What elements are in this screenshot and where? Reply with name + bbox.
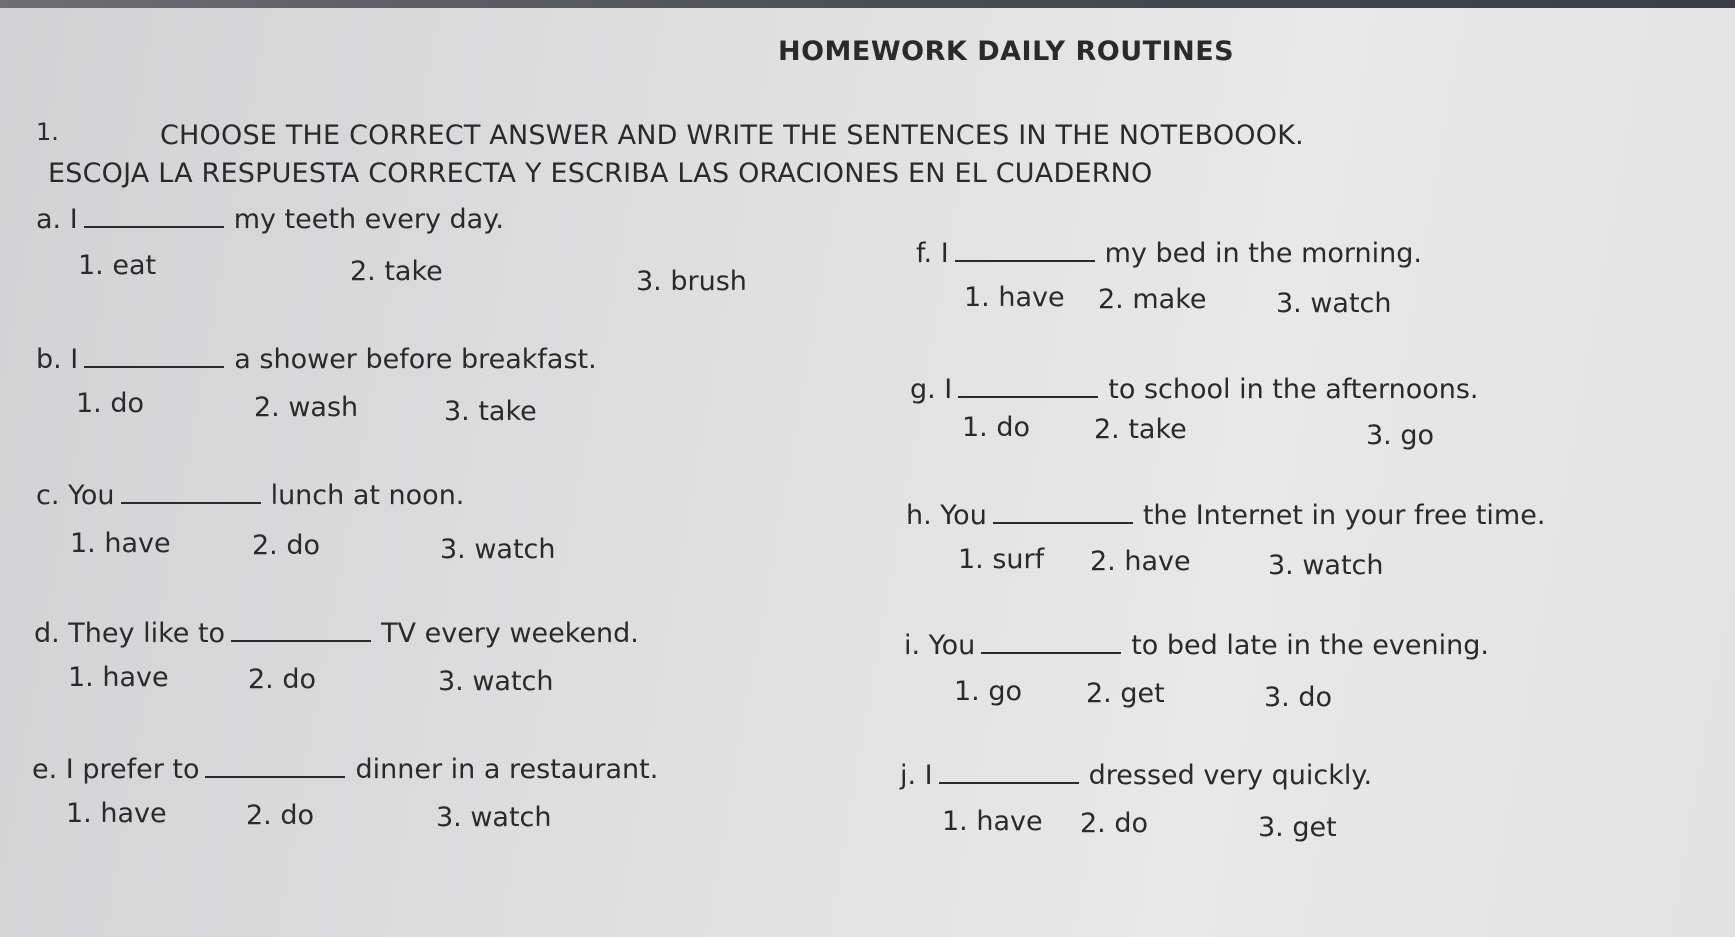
question-e-end: dinner in a restaurant. — [355, 754, 659, 785]
question-g-option-3: 3. go — [1366, 420, 1435, 451]
question-i — [904, 630, 1489, 661]
question-g-start: g. I — [910, 374, 953, 405]
question-e-option-3: 3. watch — [436, 802, 552, 833]
question-f-option-3: 3. watch — [1276, 288, 1392, 319]
question-i-option-2: 2. get — [1086, 678, 1165, 709]
question-i-start: i. You — [904, 630, 976, 661]
question-j-blank — [939, 762, 1079, 784]
question-c-option-1: 1. have — [70, 528, 171, 559]
question-b — [36, 344, 597, 375]
question-i-option-3: 3. do — [1264, 682, 1333, 713]
question-j-end: dressed very quickly. — [1088, 760, 1373, 791]
question-j-option-2: 2. do — [1080, 808, 1149, 839]
question-f-end: my bed in the morning. — [1104, 238, 1422, 269]
question-f — [916, 238, 1422, 269]
question-j-start: j. I — [900, 760, 933, 791]
question-c-start: c. You — [36, 480, 115, 511]
question-e-option-2: 2. do — [246, 800, 315, 831]
question-a-blank — [84, 206, 224, 228]
question-b-option-2: 2. wash — [254, 392, 359, 423]
question-g-option-2: 2. take — [1094, 414, 1187, 445]
question-d-blank — [231, 620, 371, 642]
question-c-end: lunch at noon. — [270, 480, 465, 511]
instruction-english: CHOOSE THE CORRECT ANSWER AND WRITE THE SENTENCES IN THE NOTEBOOOK. — [160, 120, 1304, 151]
question-i-option-1: 1. go — [954, 676, 1023, 707]
question-a — [36, 204, 504, 235]
question-h — [906, 500, 1545, 531]
question-e — [32, 754, 658, 785]
question-f-option-1: 1. have — [964, 282, 1065, 313]
question-i-end: to bed late in the evening. — [1131, 630, 1489, 661]
question-f-start: f. I — [916, 238, 949, 269]
question-h-start: h. You — [906, 500, 987, 531]
question-c — [36, 480, 464, 511]
question-j — [900, 760, 1372, 791]
question-b-option-3: 3. take — [444, 396, 537, 427]
worksheet-title: HOMEWORK DAILY ROUTINES — [778, 36, 1235, 67]
question-i-blank — [981, 632, 1121, 654]
question-d — [34, 618, 639, 649]
question-h-option-3: 3. watch — [1268, 550, 1384, 581]
question-j-option-1: 1. have — [942, 806, 1043, 837]
question-h-end: the Internet in your free time. — [1142, 500, 1546, 531]
question-b-end: a shower before breakfast. — [234, 344, 597, 375]
question-h-option-1: 1. surf — [958, 544, 1045, 575]
question-d-option-2: 2. do — [248, 664, 317, 695]
instruction-spanish: ESCOJA LA RESPUESTA CORRECTA Y ESCRIBA LAS ORACIONES EN EL CUADERNO — [48, 158, 1153, 189]
question-c-option-2: 2. do — [252, 530, 321, 561]
question-a-end: my teeth every day. — [233, 204, 504, 235]
question-d-option-1: 1. have — [68, 662, 169, 693]
question-g-blank — [958, 376, 1098, 398]
question-c-blank — [121, 482, 261, 504]
question-g-end: to school in the afternoons. — [1108, 374, 1479, 405]
question-b-option-1: 1. do — [76, 388, 145, 419]
question-a-option-2: 2. take — [350, 256, 443, 287]
question-e-blank — [205, 756, 345, 778]
question-b-start: b. I — [36, 344, 79, 375]
question-d-end: TV every weekend. — [381, 618, 639, 649]
question-a-option-3: 3. brush — [636, 266, 747, 297]
question-e-start: e. I prefer to — [32, 754, 200, 785]
question-g — [910, 374, 1479, 405]
question-a-start: a. I — [36, 204, 78, 235]
question-j-option-3: 3. get — [1258, 812, 1337, 843]
question-h-option-2: 2. have — [1090, 546, 1191, 577]
question-b-blank — [84, 346, 224, 368]
question-c-option-3: 3. watch — [440, 534, 556, 565]
question-d-option-3: 3. watch — [438, 666, 554, 697]
question-f-blank — [955, 240, 1095, 262]
question-h-blank — [993, 502, 1133, 524]
question-f-option-2: 2. make — [1098, 284, 1207, 315]
question-a-option-1: 1. eat — [78, 250, 157, 281]
question-e-option-1: 1. have — [66, 798, 167, 829]
instruction-number: 1. — [36, 118, 59, 146]
question-d-start: d. They like to — [34, 618, 226, 649]
question-g-option-1: 1. do — [962, 412, 1031, 443]
